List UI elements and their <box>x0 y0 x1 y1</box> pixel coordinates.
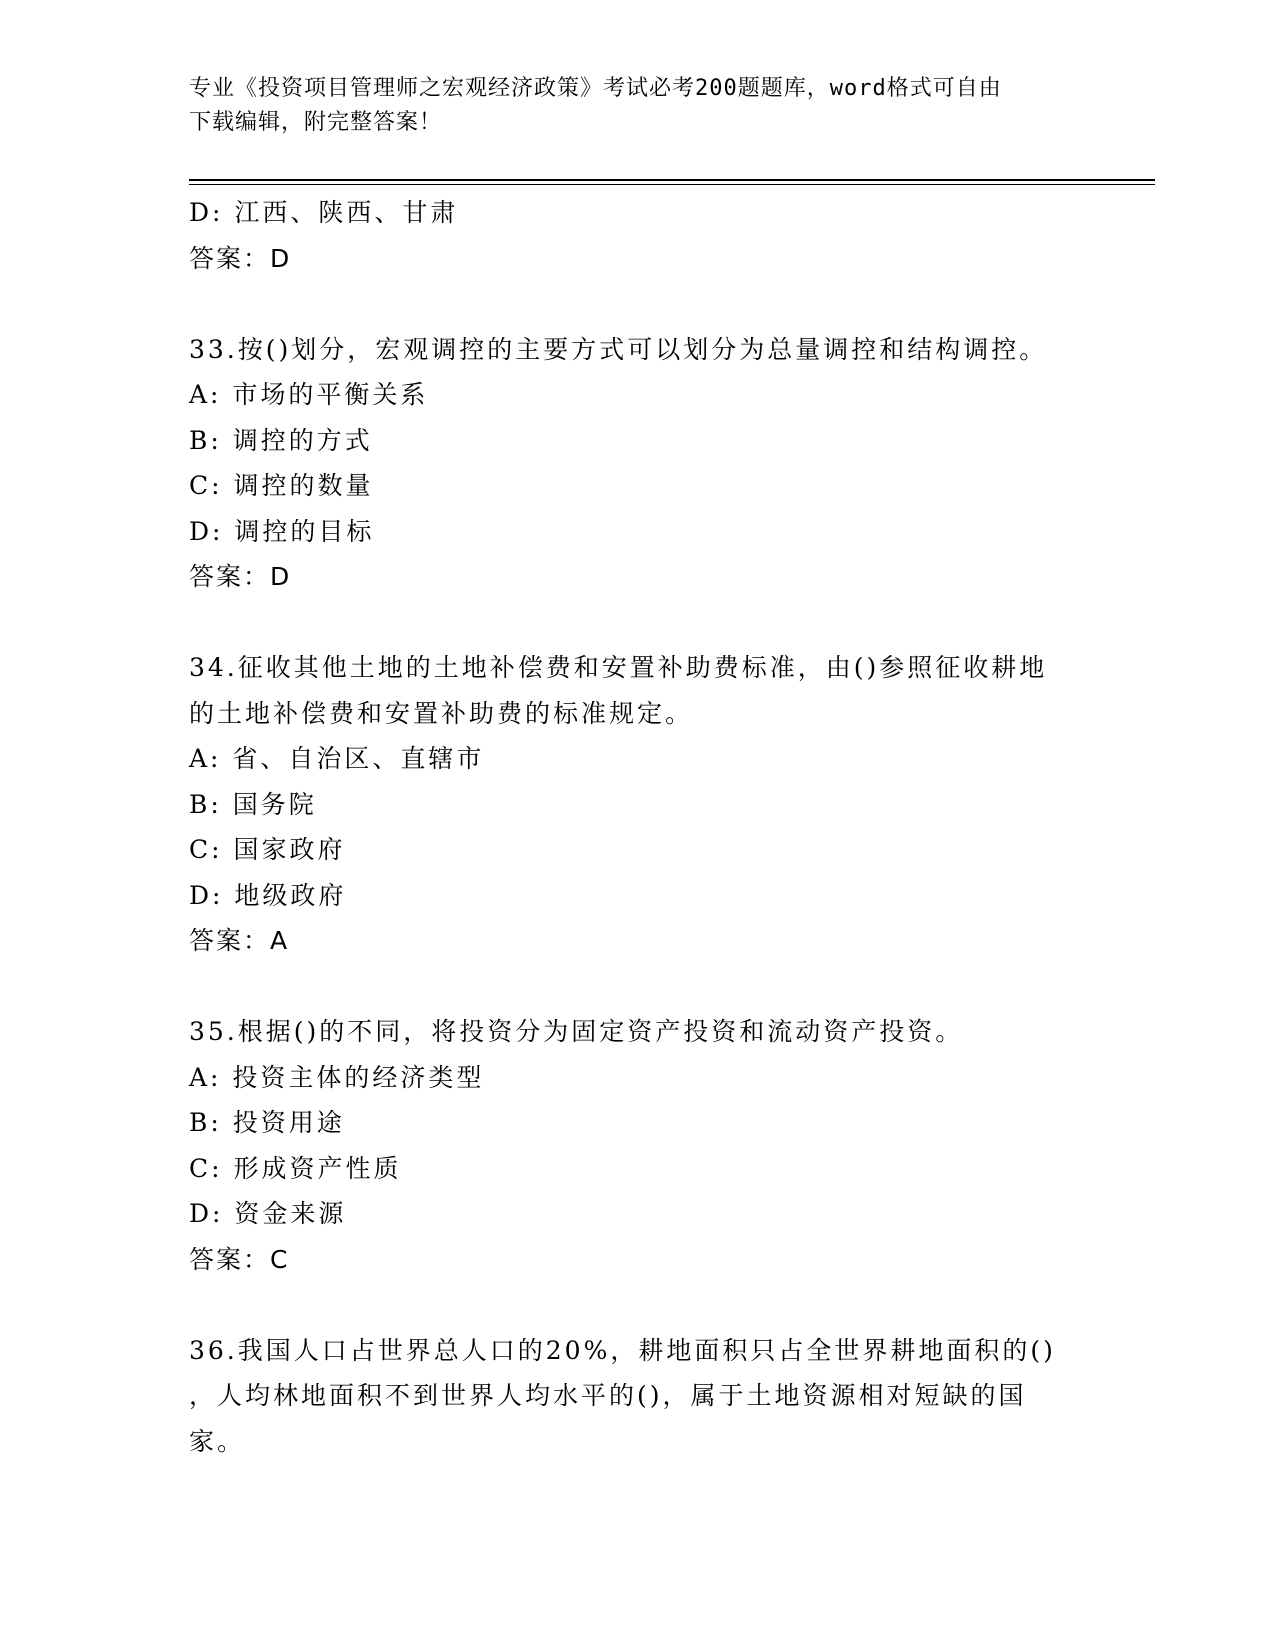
option-a: A: 省、自治区、直辖市 <box>189 744 485 773</box>
answer-line: 答案：A <box>189 926 290 955</box>
header-line-1: 专业《投资项目管理师之宏观经济政策》考试必考200题题库，word格式可自由 <box>189 76 1002 101</box>
question-text <box>189 645 1089 736</box>
question-36 <box>189 1328 1089 1465</box>
question-text-line: 35.根据()的不同，将投资分为固定资产投资和流动资产投资。 <box>189 1017 964 1046</box>
option-b: B: 国务院 <box>189 789 317 819</box>
question-text <box>189 327 1089 373</box>
option-c: C: 形成资产性质 <box>189 1153 402 1183</box>
spacer <box>189 964 1089 1010</box>
spacer <box>189 1282 1089 1328</box>
option-a: A: 市场的平衡关系 <box>189 380 429 409</box>
option-c: C: 国家政府 <box>189 835 346 864</box>
header-divider-thick <box>189 179 1155 181</box>
answer-line: 答案：D <box>189 562 292 591</box>
option-d: D: 调控的目标 <box>189 516 375 546</box>
question-text <box>189 1328 1089 1465</box>
header-divider-thin <box>189 184 1155 185</box>
answer-line: 答案：D <box>189 243 292 273</box>
option-b: B: 调控的方式 <box>189 425 373 455</box>
option-d: D: 资金来源 <box>189 1199 347 1228</box>
question-text-line: 33.按()划分，宏观调控的主要方式可以划分为总量调控和结构调控。 <box>189 334 1048 364</box>
question-text-line: 36.我国人口占世界总人口的20%，耕地面积只占全世界耕地面积的() <box>189 1335 1056 1365</box>
question-list <box>189 190 1089 1464</box>
question-34 <box>189 645 1089 964</box>
question-35 <box>189 1009 1089 1282</box>
spacer <box>189 281 1089 327</box>
answer-line: 答案：C <box>189 1244 290 1274</box>
header-line-2: 下载编辑，附完整答案！ <box>189 110 443 135</box>
question-text-line: ，人均林地面积不到世界人均水平的()，属于土地资源相对短缺的国 <box>189 1381 1027 1410</box>
option-a: A: 投资主体的经济类型 <box>189 1062 485 1092</box>
question-text-line: 34.征收其他土地的土地补偿费和安置补助费标准，由()参照征收耕地 <box>189 653 1048 682</box>
question-33 <box>189 327 1089 600</box>
option-d: D: 地级政府 <box>189 880 347 910</box>
option-d: D: 江西、陕西、甘肃 <box>189 198 459 227</box>
question-text <box>189 1009 1089 1055</box>
spacer <box>189 600 1089 646</box>
question-text-line: 的土地补偿费和安置补助费的标准规定。 <box>189 698 694 728</box>
question-text-line: 家。 <box>189 1426 246 1456</box>
option-b: B: 投资用途 <box>189 1108 345 1137</box>
document-header <box>189 72 1089 140</box>
option-c: C: 调控的数量 <box>189 471 374 500</box>
